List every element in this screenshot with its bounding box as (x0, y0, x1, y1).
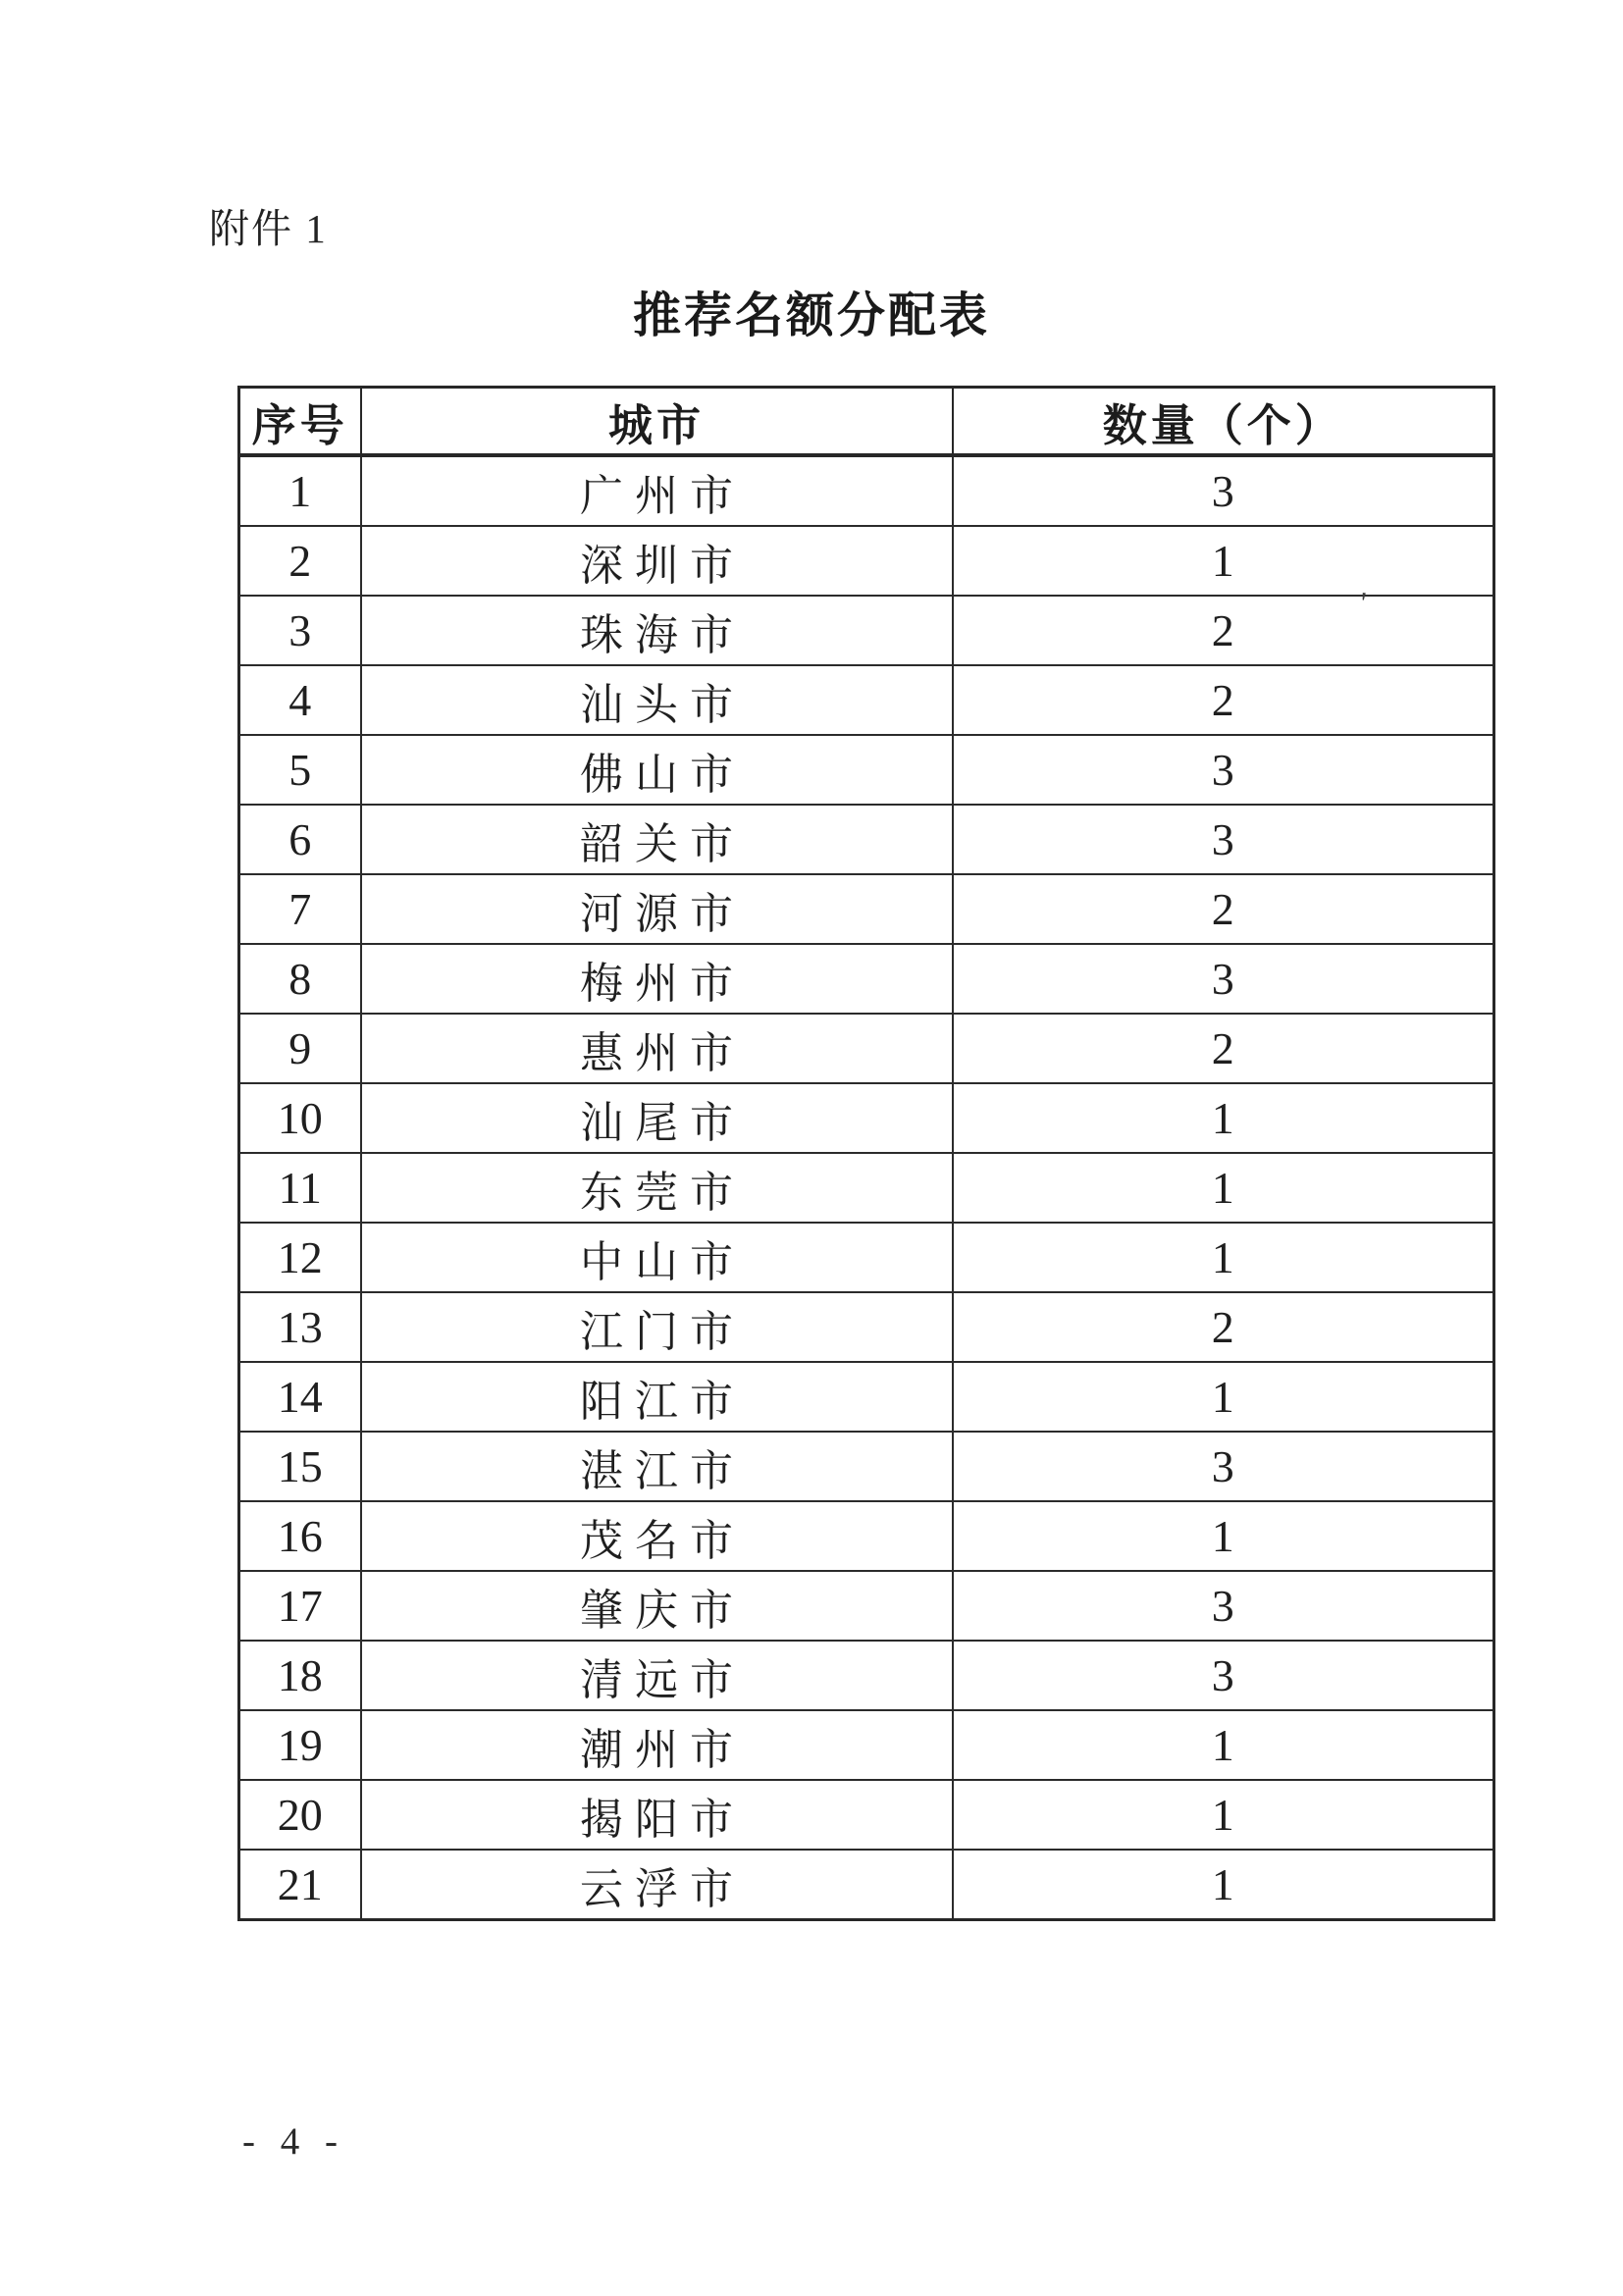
table-row (239, 596, 1494, 665)
city-cell: 湛江市 (361, 1432, 953, 1501)
quantity-cell: 3 (953, 805, 1494, 874)
quantity-cell: 1 (953, 1153, 1494, 1223)
quantity-cell: 2 (953, 874, 1494, 944)
city-cell: 江门市 (361, 1292, 953, 1362)
serial-number-cell: 14 (239, 1362, 361, 1432)
city-cell: 潮州市 (361, 1710, 953, 1780)
city-cell: 汕尾市 (361, 1083, 953, 1153)
quantity-cell: 1 (953, 526, 1494, 596)
serial-number-cell: 20 (239, 1780, 361, 1850)
quantity-cell: 1 (953, 1083, 1494, 1153)
serial-number-cell: 2 (239, 526, 361, 596)
serial-number-cell: 1 (239, 455, 361, 526)
table-row (239, 1850, 1494, 1920)
quantity-cell: 2 (953, 665, 1494, 735)
serial-number-cell: 18 (239, 1641, 361, 1710)
city-cell: 云浮市 (361, 1850, 953, 1920)
serial-number-cell: 17 (239, 1571, 361, 1641)
city-cell: 惠州市 (361, 1014, 953, 1083)
quantity-cell: 1 (953, 1780, 1494, 1850)
city-cell: 佛山市 (361, 735, 953, 805)
table-row (239, 1710, 1494, 1780)
table-row (239, 1083, 1494, 1153)
quantity-cell: 1 (953, 1501, 1494, 1571)
quantity-cell: 1 (953, 1850, 1494, 1920)
city-cell: 梅州市 (361, 944, 953, 1014)
serial-number-cell: 12 (239, 1223, 361, 1292)
table-row (239, 1362, 1494, 1432)
serial-number-cell: 8 (239, 944, 361, 1014)
quantity-cell: 1 (953, 1710, 1494, 1780)
table-row (239, 1153, 1494, 1223)
page-number: - 4 - (242, 2120, 340, 2163)
serial-number-cell: 5 (239, 735, 361, 805)
quantity-cell: 1 (953, 1223, 1494, 1292)
header-serial-number: 序号 (239, 388, 361, 456)
serial-number-cell: 9 (239, 1014, 361, 1083)
table-row (239, 1501, 1494, 1571)
quantity-cell: 3 (953, 944, 1494, 1014)
quantity-cell: 3 (953, 455, 1494, 526)
table-row (239, 1223, 1494, 1292)
quantity-cell: 2 (953, 1292, 1494, 1362)
quantity-cell: 3 (953, 1571, 1494, 1641)
table-row (239, 665, 1494, 735)
table-header (239, 388, 1494, 456)
quantity-cell: 1 (953, 1362, 1494, 1432)
quantity-cell: 2 (953, 1014, 1494, 1083)
table-row (239, 1641, 1494, 1710)
serial-number-cell: 7 (239, 874, 361, 944)
city-cell: 肇庆市 (361, 1571, 953, 1641)
serial-number-cell: 4 (239, 665, 361, 735)
table-row (239, 805, 1494, 874)
city-cell: 广州市 (361, 455, 953, 526)
table-header-row (239, 388, 1494, 456)
table-body (239, 455, 1494, 1920)
city-cell: 珠海市 (361, 596, 953, 665)
serial-number-cell: 13 (239, 1292, 361, 1362)
quantity-cell: 2 (953, 596, 1494, 665)
serial-number-cell: 11 (239, 1153, 361, 1223)
city-cell: 中山市 (361, 1223, 953, 1292)
attachment-label: 附件 1 (209, 206, 328, 251)
table-row (239, 526, 1494, 596)
serial-number-cell: 21 (239, 1850, 361, 1920)
serial-number-cell: 19 (239, 1710, 361, 1780)
table-row (239, 1571, 1494, 1641)
serial-number-cell: 16 (239, 1501, 361, 1571)
table-row (239, 1292, 1494, 1362)
page-title: 推荐名额分配表 (632, 288, 990, 342)
header-quantity: 数量（个） (953, 388, 1494, 456)
quantity-cell: 3 (953, 735, 1494, 805)
serial-number-cell: 3 (239, 596, 361, 665)
table-row (239, 944, 1494, 1014)
city-cell: 韶关市 (361, 805, 953, 874)
table-row (239, 455, 1494, 526)
quantity-cell: 3 (953, 1641, 1494, 1710)
serial-number-cell: 6 (239, 805, 361, 874)
city-cell: 深圳市 (361, 526, 953, 596)
header-city: 城市 (361, 388, 953, 456)
city-cell: 茂名市 (361, 1501, 953, 1571)
table-row (239, 874, 1494, 944)
serial-number-cell: 15 (239, 1432, 361, 1501)
city-cell: 揭阳市 (361, 1780, 953, 1850)
table-row (239, 1780, 1494, 1850)
quota-table (237, 386, 1495, 1921)
city-cell: 河源市 (361, 874, 953, 944)
table-row (239, 1014, 1494, 1083)
scan-artifact-mark: ' (1357, 584, 1369, 621)
city-cell: 阳江市 (361, 1362, 953, 1432)
table-row (239, 1432, 1494, 1501)
serial-number-cell: 10 (239, 1083, 361, 1153)
city-cell: 汕头市 (361, 665, 953, 735)
city-cell: 东莞市 (361, 1153, 953, 1223)
quantity-cell: 3 (953, 1432, 1494, 1501)
table-row (239, 735, 1494, 805)
city-cell: 清远市 (361, 1641, 953, 1710)
